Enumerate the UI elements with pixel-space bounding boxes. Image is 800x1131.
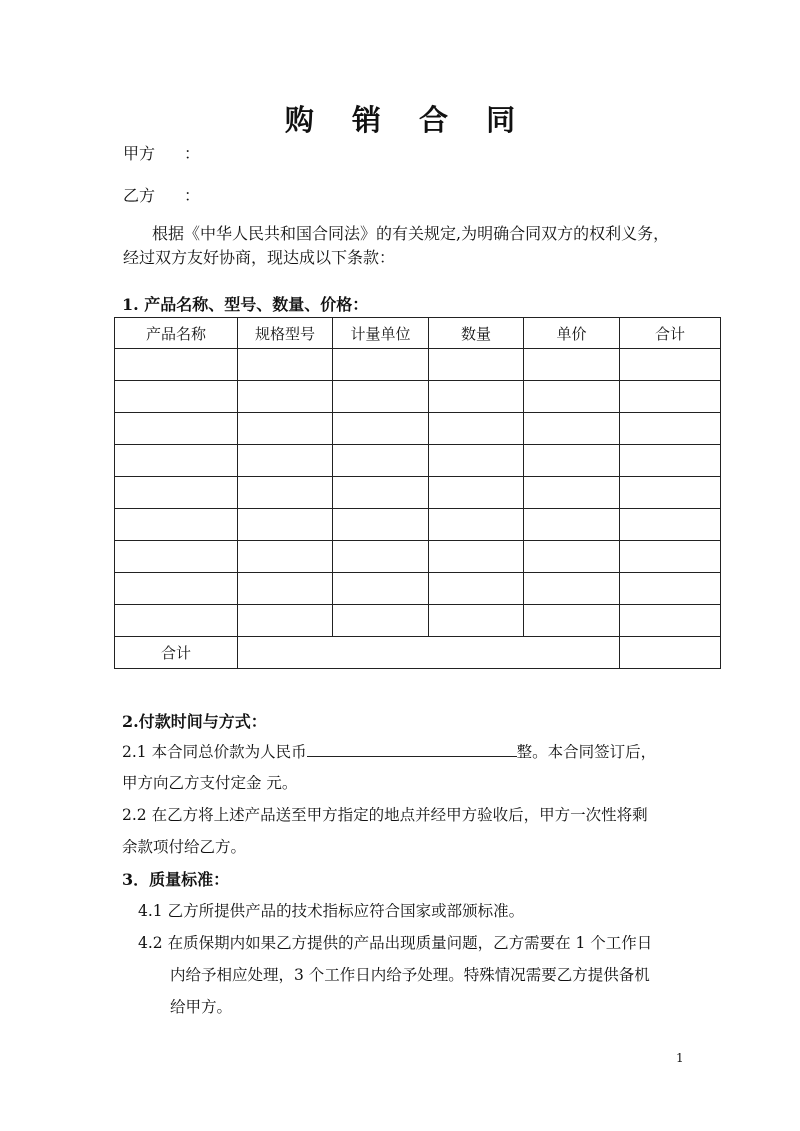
table-row [115, 349, 721, 381]
table-cell[interactable] [333, 477, 429, 509]
table-body [115, 349, 721, 669]
column-header: 规格型号 [238, 318, 333, 349]
clause-4-2-line-3: 给甲方。 [170, 998, 233, 1016]
table-row [115, 509, 721, 541]
table-header-row [115, 318, 721, 349]
clause-2-2-line-1: 2.2 在乙方将上述产品送至甲方指定的地点并经甲方验收后，甲方一次性将剩 [122, 806, 648, 824]
clause-2-1-prefix: 2.1 本合同总价款为人民币 [122, 743, 307, 761]
party-b-colon: ： [184, 186, 201, 205]
clause-2-1-suffix: 整。本合同签订后， [516, 743, 657, 761]
table-cell[interactable] [238, 381, 333, 413]
clause-4-2-line-2: 内给予相应处理，3 个工作日内给予处理。特殊情况需要乙方提供备机 [170, 966, 650, 984]
table-cell[interactable] [238, 573, 333, 605]
table-cell[interactable] [620, 381, 721, 413]
table-cell[interactable] [524, 605, 620, 637]
clause-2-2-line-2: 余款项付给乙方。 [122, 838, 247, 856]
table-cell[interactable] [620, 349, 721, 381]
table-cell[interactable] [333, 445, 429, 477]
table-cell[interactable] [238, 509, 333, 541]
table-cell[interactable] [524, 445, 620, 477]
party-a-label: 甲方 [123, 144, 156, 163]
table-cell[interactable] [524, 541, 620, 573]
total-label: 合计 [115, 637, 238, 669]
party-b-label: 乙方 [123, 186, 156, 205]
table-cell[interactable] [115, 477, 238, 509]
table-cell[interactable] [524, 509, 620, 541]
table-row [115, 605, 721, 637]
column-header: 合计 [620, 318, 721, 349]
table-cell[interactable] [429, 509, 524, 541]
clause-4-2-line-1: 4.2 在质保期内如果乙方提供的产品出现质量问题，乙方需要在 1 个工作日 [138, 934, 653, 952]
table-cell[interactable] [429, 573, 524, 605]
table-row [115, 381, 721, 413]
table-cell[interactable] [429, 381, 524, 413]
total-amount-cell[interactable] [620, 637, 721, 669]
table-cell[interactable] [429, 477, 524, 509]
column-header: 计量单位 [333, 318, 429, 349]
table-cell[interactable] [333, 349, 429, 381]
table-cell[interactable] [620, 541, 721, 573]
table-row [115, 573, 721, 605]
table-cell[interactable] [524, 381, 620, 413]
clause-2-1-line-1 [122, 740, 656, 762]
table-cell[interactable] [620, 605, 721, 637]
table-cell[interactable] [429, 541, 524, 573]
table-cell[interactable] [333, 413, 429, 445]
products-table [114, 317, 721, 669]
page-number: 1 [676, 1051, 684, 1065]
total-merged-cell[interactable] [238, 637, 620, 669]
table-cell[interactable] [238, 413, 333, 445]
preamble-line-1: 根据《中华人民共和国合同法》的有关规定,为明确合同双方的权利义务， [152, 224, 670, 243]
table-cell[interactable] [238, 605, 333, 637]
table-cell[interactable] [333, 381, 429, 413]
table-cell[interactable] [429, 349, 524, 381]
table-cell[interactable] [333, 573, 429, 605]
table-cell[interactable] [238, 541, 333, 573]
table-row [115, 541, 721, 573]
total-price-blank[interactable] [307, 740, 517, 757]
table-cell[interactable] [620, 509, 721, 541]
table-cell[interactable] [620, 413, 721, 445]
table-cell[interactable] [115, 349, 238, 381]
preamble-line-2: 经过双方友好协商，现达成以下条款： [123, 248, 396, 267]
table-cell[interactable] [524, 573, 620, 605]
table-cell[interactable] [429, 445, 524, 477]
table-cell[interactable] [333, 541, 429, 573]
total-row [115, 637, 721, 669]
section-1-heading: 1. 产品名称、型号、数量、价格： [122, 295, 369, 314]
clause-4-1: 4.1 乙方所提供产品的技术指标应符合国家或部颁标准。 [138, 902, 525, 920]
table-cell[interactable] [115, 541, 238, 573]
table-cell[interactable] [429, 605, 524, 637]
column-header: 数量 [429, 318, 524, 349]
table-cell[interactable] [115, 573, 238, 605]
clause-2-1-line-2: 甲方向乙方支付定金 元。 [122, 774, 298, 792]
table-cell[interactable] [620, 573, 721, 605]
table-row [115, 477, 721, 509]
table-cell[interactable] [333, 605, 429, 637]
table-cell[interactable] [620, 445, 721, 477]
table-cell[interactable] [115, 413, 238, 445]
table-cell[interactable] [238, 477, 333, 509]
table-cell[interactable] [238, 445, 333, 477]
table-cell[interactable] [524, 477, 620, 509]
table-cell[interactable] [524, 413, 620, 445]
table-cell[interactable] [115, 381, 238, 413]
table-cell[interactable] [238, 349, 333, 381]
table-row [115, 445, 721, 477]
party-a-colon: ： [184, 144, 201, 163]
table-cell[interactable] [429, 413, 524, 445]
column-header: 单价 [524, 318, 620, 349]
table-cell[interactable] [115, 445, 238, 477]
table-cell[interactable] [333, 509, 429, 541]
table-cell[interactable] [115, 605, 238, 637]
column-header: 产品名称 [115, 318, 238, 349]
table-cell[interactable] [115, 509, 238, 541]
document-title: 购 销 合 同 [284, 103, 530, 137]
table-cell[interactable] [620, 477, 721, 509]
section-3-heading: 3．质量标准： [122, 870, 230, 889]
table-row [115, 413, 721, 445]
section-2-heading: 2.付款时间与方式： [122, 712, 267, 731]
table-cell[interactable] [524, 349, 620, 381]
